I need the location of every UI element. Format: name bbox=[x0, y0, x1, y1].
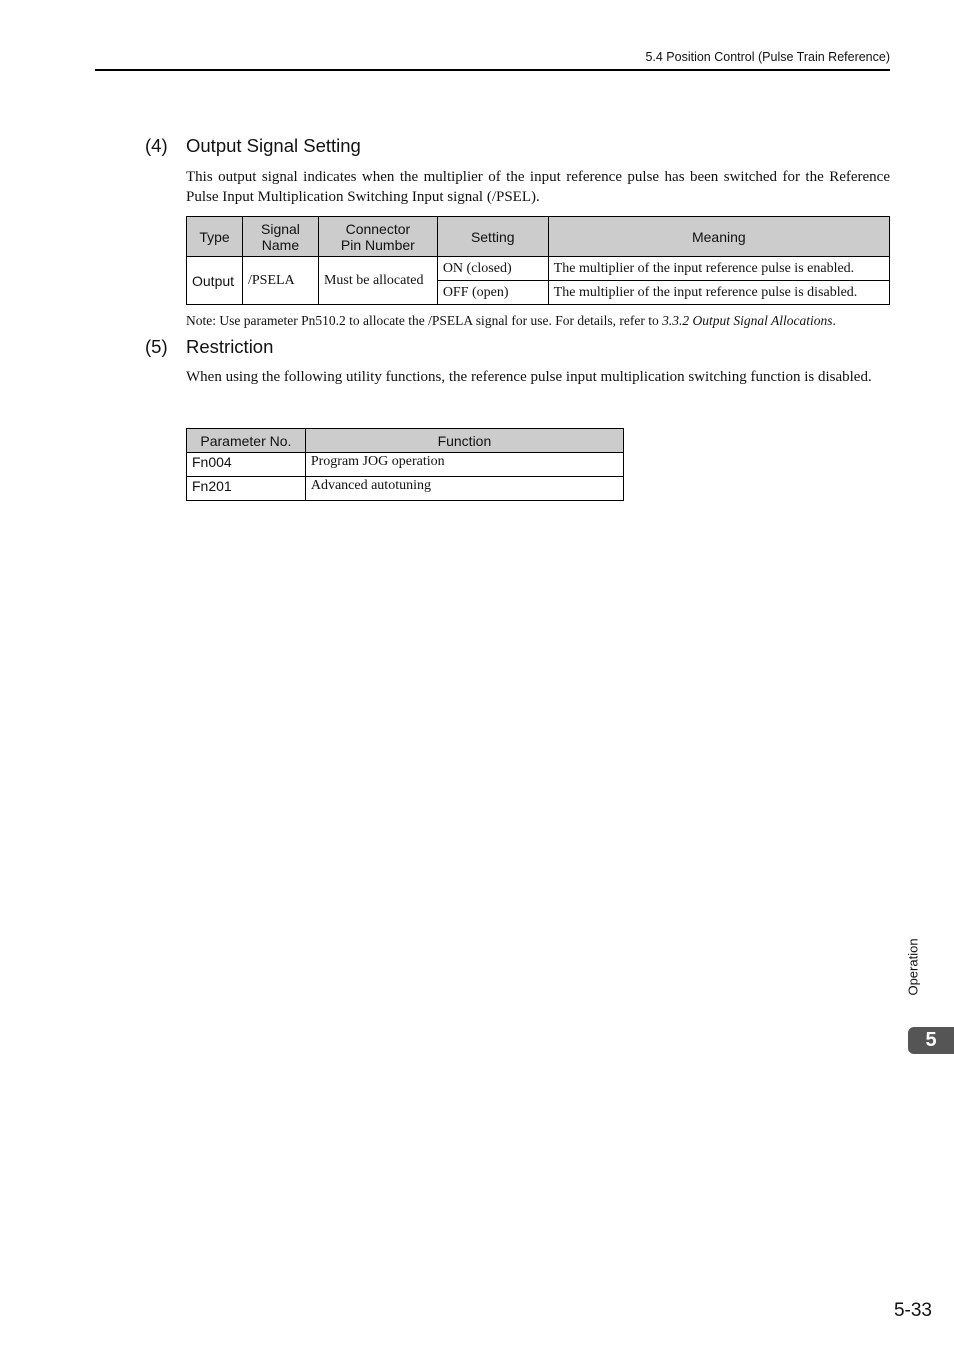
cell-setting: OFF (open) bbox=[437, 281, 548, 305]
header-type: Type bbox=[187, 217, 243, 257]
header-setting: Setting bbox=[437, 217, 548, 257]
cell-meaning: The multiplier of the input reference pulse is enabled. bbox=[548, 257, 889, 281]
cell-meaning: The multiplier of the input reference pulse is disabled. bbox=[548, 281, 889, 305]
table-header-row bbox=[187, 429, 624, 453]
cell-setting: ON (closed) bbox=[437, 257, 548, 281]
note-suffix: . bbox=[832, 313, 836, 328]
output-signal-table bbox=[186, 216, 890, 305]
section-4-paragraph: This output signal indicates when the multiplier of the input reference pulse has been switched for the Reference Pulse Input Multiplication Switching Input signal (/PSEL). bbox=[186, 169, 890, 205]
cell-parameter-no: Fn004 bbox=[187, 453, 306, 477]
header-connector-line1: Connector bbox=[345, 220, 411, 237]
table-header-row bbox=[187, 217, 890, 257]
cell-type: Output bbox=[187, 257, 243, 305]
cell-connector-pin: Must be allocated bbox=[318, 257, 437, 305]
cell-signal-name: /PSELA bbox=[242, 257, 318, 305]
section-5-paragraph: When using the following utility functions, the reference pulse input multiplication switching function is disabled. bbox=[186, 369, 872, 385]
header-function: Function bbox=[305, 429, 623, 453]
header-parameter-no: Parameter No. bbox=[187, 429, 306, 453]
cell-parameter-no: Fn201 bbox=[187, 477, 306, 501]
note-reference-link[interactable]: 3.3.2 Output Signal Allocations bbox=[662, 313, 833, 328]
header-connector-line2: Pin Number bbox=[340, 236, 415, 253]
chapter-label-text: Operation bbox=[905, 938, 921, 996]
chapter-side-label bbox=[896, 930, 930, 1004]
restriction-table bbox=[186, 428, 624, 501]
section-5-number: (5) bbox=[145, 336, 168, 357]
table-row bbox=[187, 477, 624, 501]
header-connector-pin bbox=[318, 217, 437, 257]
note bbox=[186, 312, 890, 330]
running-header: 5.4 Position Control (Pulse Train Reference) bbox=[645, 50, 890, 64]
section-4-heading bbox=[145, 135, 361, 157]
section-4-title: Output Signal Setting bbox=[186, 135, 361, 156]
chapter-tab: 5 bbox=[908, 1027, 954, 1054]
section-4-number: (4) bbox=[145, 135, 168, 156]
header-meaning: Meaning bbox=[548, 217, 889, 257]
cell-function: Program JOG operation bbox=[305, 453, 623, 477]
header-signal-name-line2: Name bbox=[261, 236, 300, 253]
table-row bbox=[187, 257, 890, 281]
table-row bbox=[187, 453, 624, 477]
section-5-heading bbox=[145, 336, 273, 358]
cell-function: Advanced autotuning bbox=[305, 477, 623, 501]
header-signal-name bbox=[242, 217, 318, 257]
note-text: Note: Use parameter Pn510.2 to allocate the /PSELA signal for use. For details, refer to bbox=[186, 313, 663, 328]
page-number: 5-33 bbox=[893, 1300, 932, 1321]
header-rule bbox=[95, 69, 890, 71]
header-signal-name-line1: Signal bbox=[261, 220, 300, 237]
section-5-title: Restriction bbox=[186, 336, 274, 357]
